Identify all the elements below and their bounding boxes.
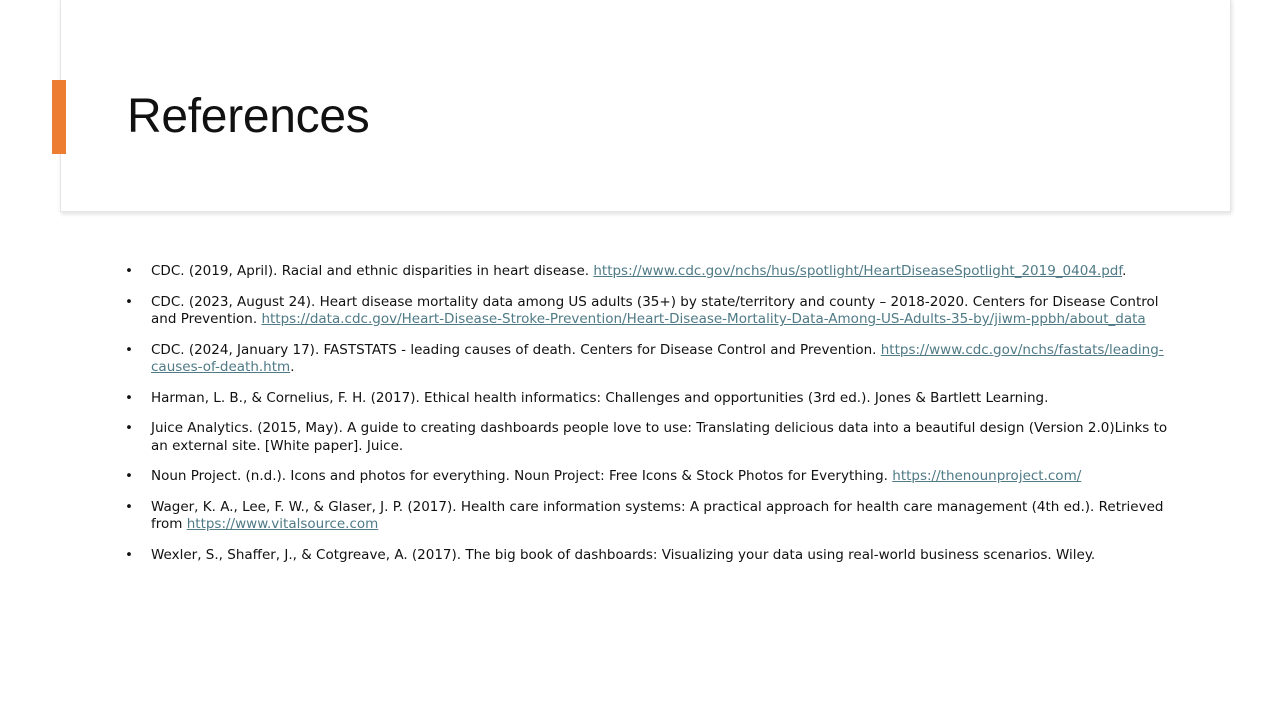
reference-item xyxy=(125,342,1175,377)
bullet-icon: • xyxy=(125,293,133,310)
reference-item xyxy=(125,294,1175,329)
reference-item xyxy=(125,468,1175,486)
reference-item xyxy=(125,547,1175,565)
reference-link[interactable]: https://www.cdc.gov/nchs/hus/spotlight/HeartDiseaseSpotlight_2019_0404.pdf xyxy=(593,263,1123,279)
reference-item xyxy=(125,390,1175,408)
reference-item xyxy=(125,420,1175,455)
bullet-icon: • xyxy=(125,263,133,279)
bullet-icon: • xyxy=(125,420,133,436)
bullet-icon: • xyxy=(125,341,133,358)
reference-item xyxy=(125,499,1175,534)
reference-text: CDC. (2019, April). Racial and ethnic disparities in heart disease. xyxy=(151,263,594,279)
slide-title: References xyxy=(127,90,370,143)
reference-text: CDC. (2023, August 24). Heart disease mortality data among US adults (35+) by state/territory and county – 2018-2020. Centers for Disease Control and Prevention. xyxy=(151,293,1159,327)
bullet-icon: • xyxy=(125,498,133,515)
reference-list xyxy=(125,263,1175,577)
reference-link[interactable]: https://data.cdc.gov/Heart-Disease-Stroke-Prevention/Heart-Disease-Mortality-Data-Among-US-Adults-35-by/jiwm-ppbh/about_data xyxy=(261,311,1146,327)
reference-text: CDC. (2024, January 17). FASTSTATS - leading causes of death. Centers for Disease Control and Prevention. xyxy=(151,341,881,358)
reference-text: Noun Project. (n.d.). Icons and photos for everything. Noun Project: Free Icons & Stock Photos for Everything. xyxy=(151,468,893,484)
reference-text: Wager, K. A., Lee, F. W., & Glaser, J. P. (2017). Health care information systems: A practical approach for health care management (4th ed.). Retrieved from xyxy=(151,498,1164,532)
reference-text: Wexler, S., Shaffer, J., & Cotgreave, A. (2017). The big book of dashboards: Visualizing your data using real-world business scenarios. Wiley. xyxy=(151,546,1096,563)
reference-link[interactable]: https://thenounproject.com/ xyxy=(892,468,1082,484)
reference-link[interactable]: https://www.vitalsource.com xyxy=(186,516,379,532)
reference-item xyxy=(125,263,1175,281)
reference-text: Juice Analytics. (2015, May). A guide to creating dashboards people love to use: Translating delicious data into a beautiful design (Version 2.0)Links to an external site. [White paper]. Juice. xyxy=(151,420,1168,454)
reference-trailing: . xyxy=(1122,263,1127,279)
accent-bar xyxy=(52,80,66,154)
bullet-icon: • xyxy=(125,546,133,563)
reference-link[interactable]: https://www.cdc.gov/nchs/fastats/leading-causes-of-death.htm xyxy=(151,341,1164,375)
bullet-icon: • xyxy=(125,389,133,406)
reference-text: Harman, L. B., & Cornelius, F. H. (2017). Ethical health informatics: Challenges and opportunities (3rd ed.). Jones & Bartlett Learning. xyxy=(151,389,1049,406)
bullet-icon: • xyxy=(125,468,133,484)
reference-trailing: . xyxy=(290,359,295,375)
